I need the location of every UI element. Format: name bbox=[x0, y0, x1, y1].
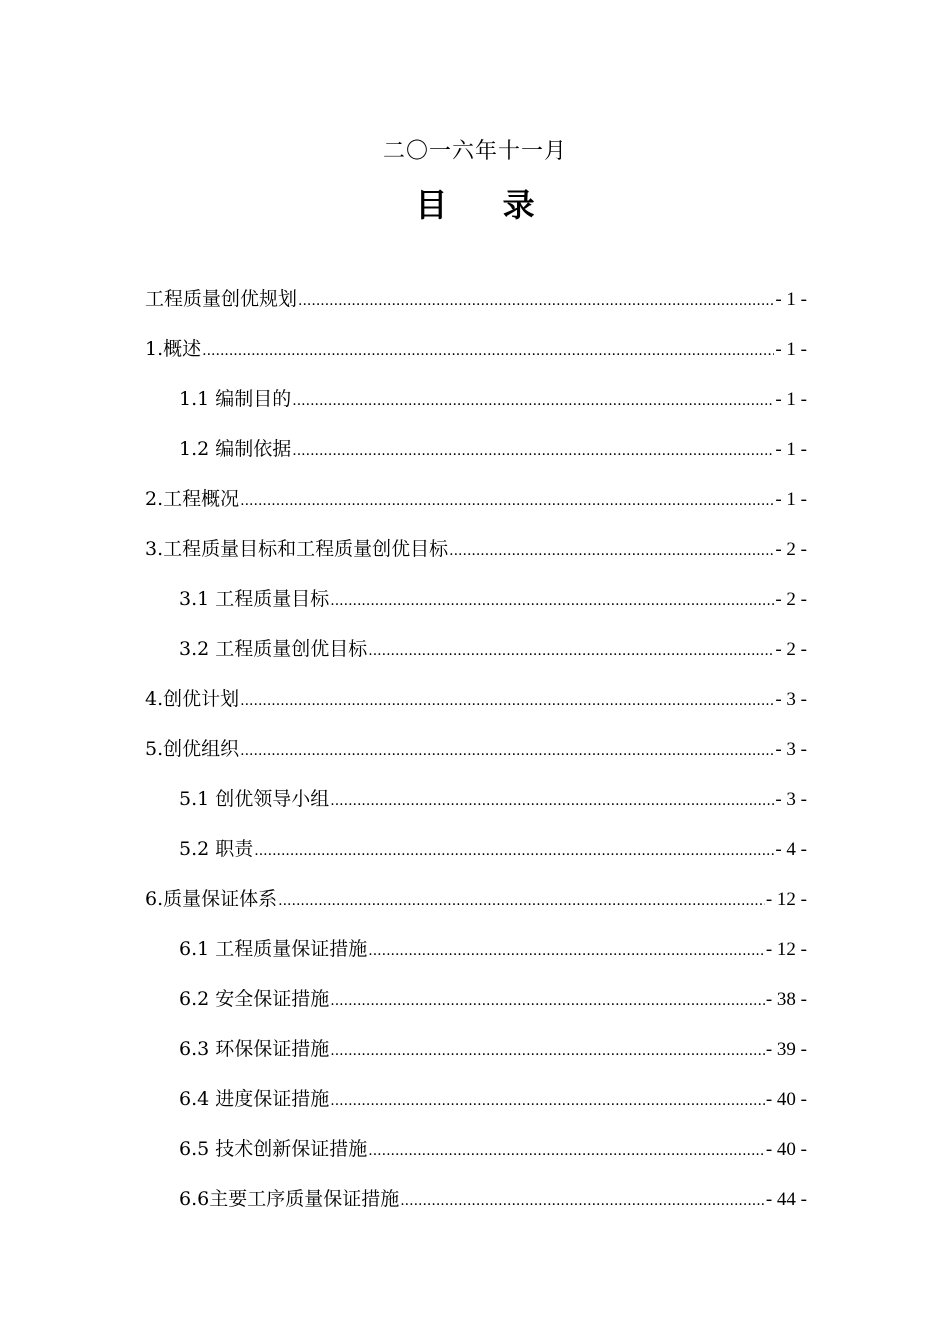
toc-entry-label: 6.质量保证体系 bbox=[145, 888, 278, 910]
toc-entry-page: - 4 - bbox=[775, 839, 807, 860]
toc-dot-leader bbox=[449, 536, 774, 564]
toc-entry-label: 5.1 创优领导小组 bbox=[179, 788, 330, 810]
toc-entry[interactable] bbox=[145, 386, 807, 436]
toc-dot-leader bbox=[298, 286, 774, 314]
toc-dot-leader bbox=[292, 386, 774, 414]
toc-dot-leader bbox=[368, 636, 774, 664]
toc-entry[interactable] bbox=[145, 436, 807, 486]
toc-dot-leader bbox=[368, 936, 765, 964]
toc-entry-page: - 2 - bbox=[775, 589, 807, 610]
toc-dot-leader bbox=[240, 486, 774, 514]
toc-entry[interactable] bbox=[145, 1086, 807, 1136]
toc-entry[interactable] bbox=[145, 736, 807, 786]
toc-entry-label: 1.2 编制依据 bbox=[179, 438, 292, 460]
toc-entry-label: 6.5 技术创新保证措施 bbox=[179, 1138, 368, 1160]
toc-entry-label: 3.2 工程质量创优目标 bbox=[179, 638, 368, 660]
toc-entry[interactable] bbox=[145, 336, 807, 386]
toc-entry-page: - 1 - bbox=[775, 339, 807, 360]
toc-entry-label: 3.工程质量目标和工程质量创优目标 bbox=[145, 538, 449, 560]
toc-entry[interactable] bbox=[145, 786, 807, 836]
toc-entry-page: - 1 - bbox=[775, 389, 807, 410]
toc-entry[interactable] bbox=[145, 686, 807, 736]
toc-entry[interactable] bbox=[145, 286, 807, 336]
toc-dot-leader bbox=[202, 336, 774, 364]
toc-entry-label: 6.3 环保保证措施 bbox=[179, 1038, 330, 1060]
document-date: 二〇一六年十一月 bbox=[382, 139, 567, 164]
toc-dot-leader bbox=[240, 686, 774, 714]
toc-dot-leader bbox=[330, 1086, 765, 1114]
toc-entry[interactable] bbox=[145, 1136, 807, 1186]
toc-entry-label: 6.6主要工序质量保证措施 bbox=[179, 1188, 400, 1210]
toc-dot-leader bbox=[368, 1136, 765, 1164]
toc-entry-page: - 38 - bbox=[765, 989, 807, 1010]
toc-entry-label: 6.1 工程质量保证措施 bbox=[179, 938, 368, 960]
toc-entry-page: - 3 - bbox=[775, 739, 807, 760]
toc-entry-label: 6.4 进度保证措施 bbox=[179, 1088, 330, 1110]
toc-entry-page: - 3 - bbox=[775, 789, 807, 810]
toc-dot-leader bbox=[240, 736, 774, 764]
toc-entry-page: - 44 - bbox=[765, 1189, 807, 1210]
toc-entry-label: 工程质量创优规划 bbox=[145, 288, 298, 310]
toc-dot-leader bbox=[292, 436, 774, 464]
toc-entry-page: - 1 - bbox=[775, 439, 807, 460]
toc-entry[interactable] bbox=[145, 536, 807, 586]
toc-dot-leader bbox=[330, 1036, 765, 1064]
toc-dot-leader bbox=[330, 986, 765, 1014]
toc-entry-label: 4.创优计划 bbox=[145, 688, 240, 710]
toc-entry-page: - 12 - bbox=[765, 939, 807, 960]
toc-entry-label: 6.2 安全保证措施 bbox=[179, 988, 330, 1010]
toc-entry-page: - 2 - bbox=[775, 639, 807, 660]
toc-entry-label: 1.1 编制目的 bbox=[179, 388, 292, 410]
toc-entry[interactable] bbox=[145, 586, 807, 636]
toc-entry-page: - 12 - bbox=[765, 889, 807, 910]
toc-entry-label: 2.工程概况 bbox=[145, 488, 240, 510]
toc-entry[interactable] bbox=[145, 1036, 807, 1086]
toc-entry-page: - 1 - bbox=[775, 489, 807, 510]
toc-entry[interactable] bbox=[145, 636, 807, 686]
toc-entry[interactable] bbox=[145, 486, 807, 536]
toc-entry[interactable] bbox=[145, 1186, 807, 1236]
toc-dot-leader bbox=[400, 1186, 765, 1214]
toc-entry-page: - 40 - bbox=[765, 1089, 807, 1110]
toc-entry[interactable] bbox=[145, 936, 807, 986]
toc-entry-page: - 1 - bbox=[775, 289, 807, 310]
toc-dot-leader bbox=[254, 836, 774, 864]
toc-entry-label: 3.1 工程质量目标 bbox=[179, 588, 330, 610]
toc-entry-page: - 40 - bbox=[765, 1139, 807, 1160]
toc-entry-page: - 3 - bbox=[775, 689, 807, 710]
toc-entry-page: - 2 - bbox=[775, 539, 807, 560]
table-of-contents bbox=[145, 286, 807, 1236]
toc-dot-leader bbox=[330, 786, 774, 814]
toc-title: 目 录 bbox=[415, 186, 557, 224]
toc-entry-label: 1.概述 bbox=[145, 338, 202, 360]
toc-entry[interactable] bbox=[145, 836, 807, 886]
toc-entry-label: 5.创优组织 bbox=[145, 738, 240, 760]
toc-entry-page: - 39 - bbox=[765, 1039, 807, 1060]
toc-entry-label: 5.2 职责 bbox=[179, 838, 254, 860]
toc-dot-leader bbox=[330, 586, 774, 614]
toc-dot-leader bbox=[278, 886, 765, 914]
toc-entry[interactable] bbox=[145, 986, 807, 1036]
toc-entry[interactable] bbox=[145, 886, 807, 936]
